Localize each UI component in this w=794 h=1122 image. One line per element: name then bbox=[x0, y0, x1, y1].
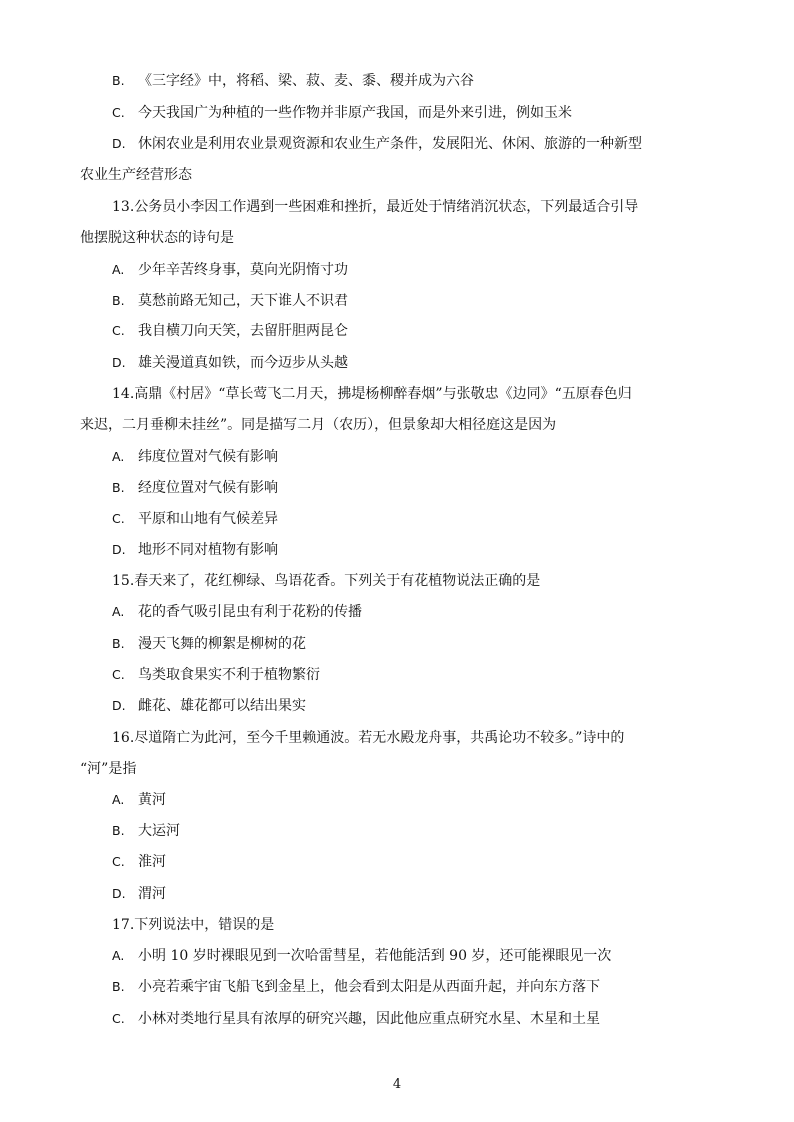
question-16-stem: 16.尽道隋亡为此河，至今千里赖通波。若无水殿龙舟事，共禹论功不较多。”诗中的 bbox=[112, 730, 625, 746]
question-13-stem-continuation: 他摆脱这种状态的诗句是 bbox=[80, 230, 234, 246]
option-14a bbox=[112, 448, 278, 466]
option-letter: B. bbox=[112, 823, 125, 838]
option-text: 黄河 bbox=[138, 792, 166, 808]
option-text: 鸟类取食果实不利于植物繁衍 bbox=[138, 667, 320, 683]
option-letter: B. bbox=[112, 293, 125, 308]
option-letter: C. bbox=[112, 323, 125, 338]
option-letter: B. bbox=[112, 480, 125, 495]
option-letter: C. bbox=[112, 1011, 125, 1026]
option-text: 花的香气吸引昆虫有利于花粉的传播 bbox=[138, 604, 362, 620]
option-letter: D. bbox=[112, 355, 126, 370]
question-14-stem-continuation: 来迟，二月垂柳未挂丝”。同是描写二月（农历），但景象却大相径庭这是因为 bbox=[80, 417, 557, 433]
option-letter: C. bbox=[112, 511, 125, 526]
option-15a bbox=[112, 603, 362, 621]
option-text: 地形不同对植物有影响 bbox=[138, 542, 278, 558]
option-text: 经度位置对气候有影响 bbox=[138, 480, 278, 496]
option-14b bbox=[112, 479, 278, 497]
option-14c bbox=[112, 510, 278, 528]
option-letter: C. bbox=[112, 854, 125, 869]
option-text: 淮河 bbox=[138, 854, 166, 870]
option-text: 我自横刀向天笑，去留肝胆两昆仑 bbox=[138, 323, 348, 339]
option-15b bbox=[112, 635, 306, 653]
option-12c bbox=[112, 104, 572, 122]
option-text: 小亮若乘宇宙飞船飞到金星上，他会看到太阳是从西面升起，并向东方落下 bbox=[138, 979, 600, 995]
option-text: 小林对类地行星具有浓厚的研究兴趣，因此他应重点研究水星、木星和土星 bbox=[138, 1011, 600, 1027]
option-15d bbox=[112, 697, 306, 715]
option-12d bbox=[112, 135, 642, 153]
option-text: 纬度位置对气候有影响 bbox=[138, 449, 278, 465]
option-12b bbox=[112, 72, 474, 90]
option-12d-continuation: 农业生产经营形态 bbox=[80, 167, 192, 183]
option-letter: D. bbox=[112, 136, 126, 151]
option-letter: D. bbox=[112, 698, 126, 713]
option-letter: D. bbox=[112, 886, 126, 901]
option-text: 莫愁前路无知己，天下谁人不识君 bbox=[138, 293, 348, 309]
option-letter: A. bbox=[112, 604, 125, 619]
option-text: 雌花、雄花都可以结出果实 bbox=[138, 698, 306, 714]
option-letter: B. bbox=[112, 636, 125, 651]
option-14d bbox=[112, 541, 278, 559]
option-letter: A. bbox=[112, 449, 125, 464]
option-letter: C. bbox=[112, 105, 125, 120]
option-text: 《三字经》中，将稻、梁、菽、麦、黍、稷并成为六谷 bbox=[138, 73, 474, 89]
option-text: 大运河 bbox=[138, 823, 180, 839]
option-letter: D. bbox=[112, 542, 126, 557]
question-17-stem: 17.下列说法中，错误的是 bbox=[112, 917, 275, 933]
option-text: 渭河 bbox=[138, 886, 166, 902]
question-16-stem-continuation: “河”是指 bbox=[80, 761, 137, 777]
option-letter: A. bbox=[112, 262, 125, 277]
option-letter: A. bbox=[112, 792, 125, 807]
option-text: 漫天飞舞的柳絮是柳树的花 bbox=[138, 636, 306, 652]
option-17a bbox=[112, 947, 611, 965]
option-16d bbox=[112, 885, 166, 903]
option-13d bbox=[112, 354, 348, 372]
option-text: 休闲农业是利用农业景观资源和农业生产条件，发展阳光、休闲、旅游的一种新型 bbox=[138, 136, 642, 152]
option-16b bbox=[112, 822, 180, 840]
question-14-stem: 14.高鼎《村居》“草长莺飞二月天，拂堤杨柳醉春烟”与张敬忠《边同》“五原春色归 bbox=[112, 386, 632, 402]
question-15-stem: 15.春天来了，花红柳绿、鸟语花香。下列关于有花植物说法正确的是 bbox=[112, 573, 541, 589]
option-letter: B. bbox=[112, 979, 125, 994]
option-15c bbox=[112, 666, 320, 684]
option-17c bbox=[112, 1010, 600, 1028]
option-letter: B. bbox=[112, 73, 125, 88]
option-13a bbox=[112, 261, 348, 279]
question-13-stem: 13.公务员小李因工作遇到一些困难和挫折，最近处于情绪消沉状态，下列最适合引导 bbox=[112, 199, 639, 215]
option-text: 平原和山地有气候差异 bbox=[138, 511, 278, 527]
option-16c bbox=[112, 853, 166, 871]
option-text: 小明 10 岁时裸眼见到一次哈雷彗星，若他能活到 90 岁，还可能裸眼见一次 bbox=[138, 948, 612, 964]
option-text: 雄关漫道真如铁，而今迈步从头越 bbox=[138, 355, 348, 371]
option-17b bbox=[112, 978, 600, 996]
option-13b bbox=[112, 292, 348, 310]
option-text: 少年辛苦终身事，莫向光阴惰寸功 bbox=[138, 262, 348, 278]
option-letter: C. bbox=[112, 667, 125, 682]
option-letter: A. bbox=[112, 948, 125, 963]
page-number: 4 bbox=[392, 1077, 402, 1092]
option-text: 今天我国广为种植的一些作物并非原产我国，而是外来引进，例如玉米 bbox=[138, 105, 572, 121]
option-13c bbox=[112, 322, 348, 340]
option-16a bbox=[112, 791, 166, 809]
